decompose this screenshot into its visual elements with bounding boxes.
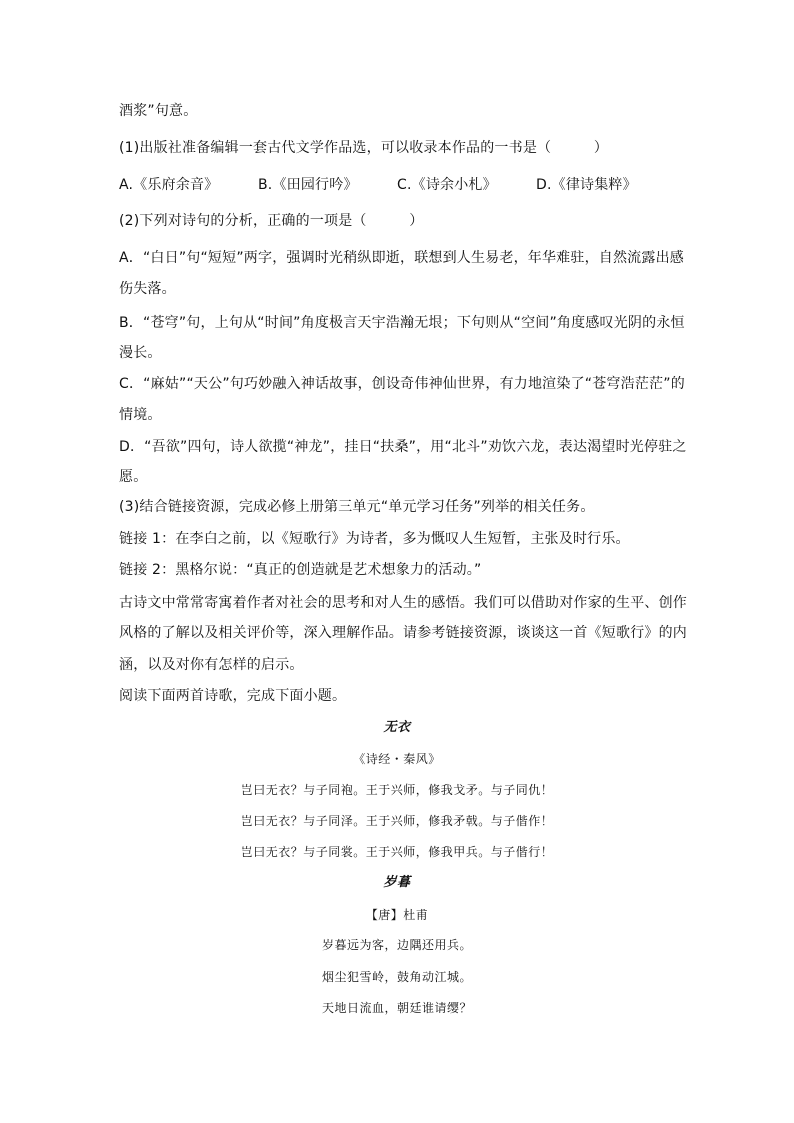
choice-c-line1: C．“麻姑”“天公”句巧妙融入神话故事，创设奇伟神仙世界，有力地渲染了“苍穹浩茫茫”的 bbox=[119, 376, 685, 392]
poem-1-source: 《诗经・秦风》 bbox=[353, 752, 441, 766]
poem-1-line: 岂曰无衣？与子同泽。王于兴师，修我矛戟。与子偕作！ bbox=[240, 814, 554, 828]
choice-a-line1: A．“白日”句“短短”两字，强调时光稍纵即逝，联想到人生易老，年华难驻，自然流露出感 bbox=[119, 250, 684, 266]
choice-c-line2: 情境。 bbox=[119, 407, 162, 423]
prompt-line3: 涵，以及对你有怎样的启示。 bbox=[119, 657, 304, 673]
choice-d-line2: 愿。 bbox=[119, 469, 148, 485]
prompt-line2: 风格的了解以及相关评价等，深入理解作品。请参考链接资源，谈谈这一首《短歌行》的内 bbox=[119, 625, 687, 641]
choice-d-line1: D．“吾欲”四句，诗人欲揽“神龙”，挂日“扶桑”，用“北斗”劝饮六龙，表达渴望时光停驻之 bbox=[119, 439, 687, 455]
option-d: D.《律诗集粹》 bbox=[536, 177, 637, 193]
choice-b-line2: 漫长。 bbox=[119, 345, 162, 361]
question-3: (3)结合链接资源，完成必修上册第三单元“单元学习任务”列举的相关任务。 bbox=[119, 499, 595, 515]
poem-2-line: 天地日流血，朝廷谁请缨？ bbox=[321, 1001, 472, 1015]
poem-2-line: 岁暮远为客，边隅还用兵。 bbox=[321, 938, 472, 952]
text-line: 酒浆”句意。 bbox=[119, 103, 198, 119]
poem-1-title: 无衣 bbox=[383, 720, 411, 735]
poem-1-line: 岂曰无衣？与子同裳。王于兴师，修我甲兵。与子偕行！ bbox=[240, 845, 554, 859]
poem-2-author: 【唐】杜甫 bbox=[365, 908, 429, 922]
link-2: 链接 2：黑格尔说：“真正的创造就是艺术想象力的活动。” bbox=[119, 562, 482, 578]
poem-2-line: 烟尘犯雪岭，鼓角动江城。 bbox=[321, 970, 472, 984]
option-b: B.《田园行吟》 bbox=[258, 177, 358, 193]
prompt-line1: 古诗文中常常寄寓着作者对社会的思考和对人生的感悟。我们可以借助对作家的生平、创作 bbox=[119, 595, 687, 611]
link-1: 链接 1：在李白之前，以《短歌行》为诗者，多为慨叹人生短暂，主张及时行乐。 bbox=[119, 531, 630, 547]
question-1: (1)出版社准备编辑一套古代文学作品选，可以收录本作品的一书是（ ） bbox=[119, 140, 609, 156]
option-c: C.《诗余小札》 bbox=[397, 177, 497, 193]
option-a: A.《乐府余音》 bbox=[119, 177, 219, 193]
poem-2-title: 岁暮 bbox=[383, 875, 411, 890]
choice-a-line2: 伤失落。 bbox=[119, 281, 176, 297]
poem-1-line: 岂曰无衣？与子同袍。王于兴师，修我戈矛。与子同仇！ bbox=[240, 783, 554, 797]
question-2: (2)下列对诗句的分析，正确的一项是（ ） bbox=[119, 213, 424, 229]
choice-b-line1: B．“苍穹”句，上句从“时间”角度极言天宇浩瀚无垠；下句则从“空间”角度感叹光阴的永恒 bbox=[119, 315, 685, 331]
reading-instruction: 阅读下面两首诗歌，完成下面小题。 bbox=[119, 688, 347, 704]
